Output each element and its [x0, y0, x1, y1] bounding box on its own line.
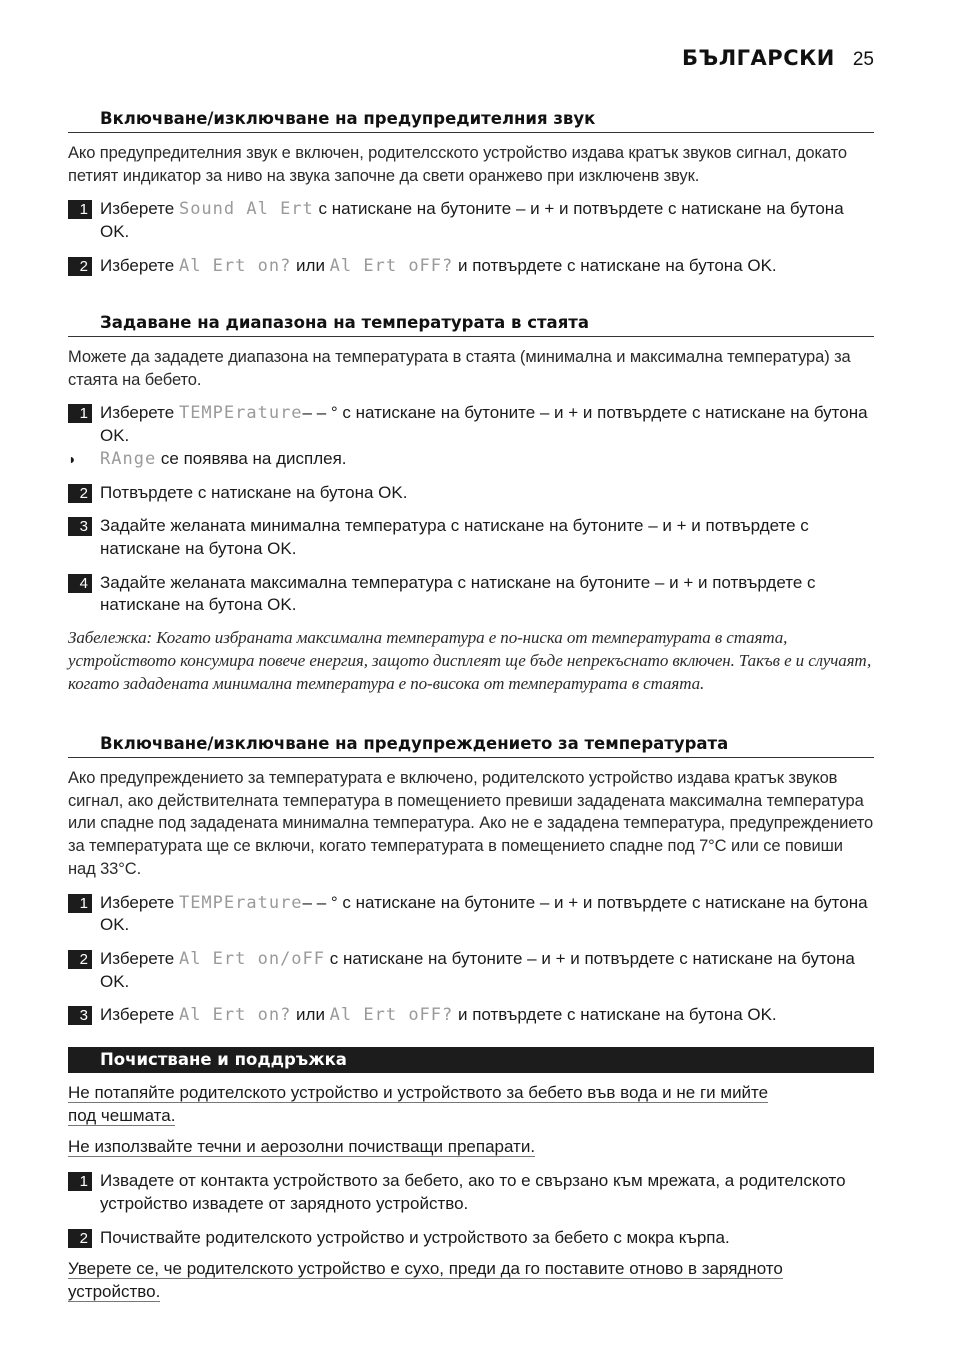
step-3: [68, 515, 874, 560]
step-1: [68, 892, 874, 937]
lcd-text: Al Ert oFF?: [329, 1005, 454, 1026]
step-number: 2: [68, 1229, 92, 1248]
section-title: Почистване и поддръжка: [68, 1047, 874, 1073]
section-body: Ако предупредителния звук е включен, родителсското устройство издава кратък звуков сигнал, докато петият индикатор за ниво на звука започне да свети оранжево при изключенв звук.: [68, 144, 847, 185]
lcd-text: Al Ert on/oFF: [178, 948, 326, 969]
section-title: Включване/изключване на предупредителния звук: [68, 108, 874, 133]
step-number: 3: [68, 1006, 92, 1025]
step-number: 1: [68, 1172, 92, 1191]
section-cleaning: [68, 1047, 874, 1304]
step-text: Почиствайте родителското устройство и устройството за бебето с мокра кърпа.: [100, 1227, 730, 1247]
step-2: [68, 1227, 874, 1250]
section-body: Можете да зададете диапазона на температурата в стаята (минимална и максимална температура) за стаята на бебето.: [68, 348, 851, 389]
section-temperature-alert: [68, 733, 874, 1027]
step-number: 2: [68, 950, 92, 969]
step-text: Изберете Sound Al Ert с натискане на бутоните – и + и потвърдете с натискане на бутона OK.: [100, 199, 844, 242]
step-number: 1: [68, 200, 92, 219]
step-number: 1: [68, 894, 92, 913]
step-1: [68, 1170, 874, 1215]
step-text: Изберете TEMPErature– – ° с натискане на бутоните – и + и потвърдете с натискане на бутона OK.: [100, 403, 868, 446]
lcd-text: TEMPErature: [178, 892, 303, 913]
section-title: Включване/изключване на предупреждението за температурата: [68, 733, 874, 758]
step-number: 1: [68, 404, 92, 423]
step-text: Задайте желаната максимална температура с натискане на бутоните – и + и потвърдете с натискане на бутона OK.: [100, 572, 816, 615]
warning-water: Не потапяйте родителското устройство и устройството за бебето във вода и не ги мийте под чешмата.: [68, 1083, 769, 1125]
lcd-text: Al Ert on?: [178, 255, 292, 276]
note: Забележка: Когато избраната максимална температура е по-ниска от температурата в стаята, устройството консумира повече енергия, защото дисплеят ще бъде непрекъснато включен. Такъв е и случаят, когато зададената минимална температура е по-висока от температурата в стаята.: [68, 628, 872, 693]
page-header: [682, 46, 874, 71]
step-1: [68, 198, 874, 243]
step-2: [68, 482, 874, 505]
lcd-text: Sound Al Ert: [178, 199, 314, 220]
warning-cleaners: Не използвайте течни и аерозолни почистващи препарати.: [68, 1137, 536, 1157]
step-3: [68, 1004, 874, 1027]
warning-dry: Уверете се, че родителското устройство е сухо, преди да го поставите отново в зарядното устройство.: [68, 1259, 783, 1301]
step-2: [68, 255, 874, 278]
lcd-text: Al Ert on?: [178, 1005, 292, 1026]
step-1: [68, 402, 874, 447]
lcd-text: TEMPErature: [178, 403, 303, 424]
section-room-temperature-range: [68, 312, 874, 695]
step-text: Извадете от контакта устройството за бебето, ако то е свързано към мрежата, а родителското устройство извадете от зарядното устройство.: [100, 1171, 846, 1213]
bullet-icon: ◗: [68, 450, 77, 467]
step-text: Изберете Al Ert on? или Al Ert oFF? и потвърдете с натискане на бутона OK.: [100, 1005, 777, 1026]
step-number: 4: [68, 574, 92, 593]
language-label: БЪЛГАРСКИ: [682, 46, 835, 70]
step-text: Изберете Al Ert on? или Al Ert oFF? и потвърдете с натискане на бутона OK.: [100, 255, 777, 276]
step-text: Потвърдете с натискане на бутона OK.: [100, 482, 408, 502]
page-number: 25: [852, 49, 874, 70]
section-body: Ако предупреждението за температурата е включено, родителското устройство издава кратък звуков сигнал, ако действителната температура в помещението превиши зададената максимална температура или спадне под зададената минимална температура. Ако не е зададена температура, предупреждението за температурата ще се включи, когато температурата в помещението спадне под 7°C или се повиши над 33°C.: [68, 769, 874, 878]
step-text: Изберете TEMPErature– – ° с натискане на бутоните – и + и потвърдете с натискане на бутона OK.: [100, 892, 868, 935]
bullet-text: RAnge се появява на дисплея.: [100, 448, 347, 469]
section-title: Задаване на диапазона на температурата в стаята: [68, 312, 874, 337]
step-4: [68, 572, 874, 617]
step-number: 2: [68, 484, 92, 503]
lcd-text: RAnge: [100, 448, 157, 469]
step-2: [68, 948, 874, 993]
lcd-text: Al Ert oFF?: [329, 255, 454, 276]
result-bullet: [68, 448, 874, 471]
step-text: Задайте желаната минимална температура с натискане на бутоните – и + и потвърдете с натискане на бутона OK.: [100, 516, 809, 558]
step-text: Изберете Al Ert on/oFF с натискане на бутоните – и + и потвърдете с натискане на бутона OK.: [100, 948, 855, 991]
section-sound-alert: [68, 108, 874, 278]
step-number: 2: [68, 257, 92, 276]
step-number: 3: [68, 517, 92, 536]
